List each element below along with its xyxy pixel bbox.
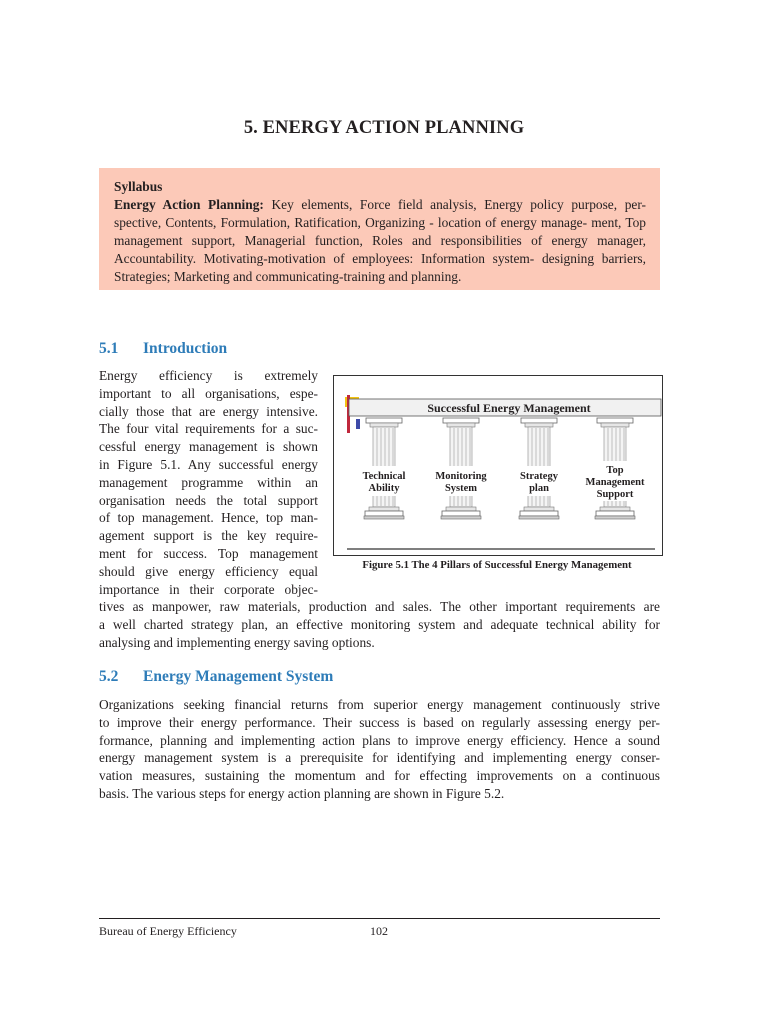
pillars-diagram bbox=[333, 375, 663, 575]
pillar-label: System bbox=[444, 483, 478, 494]
syllabus-line: Key elements, Force field analysis, Energy policy purpose, per- bbox=[263, 197, 646, 212]
syllabus-lead: Energy Action Planning: bbox=[114, 197, 264, 212]
page-title: 5. ENERGY ACTION PLANNING bbox=[243, 118, 525, 138]
text-line: Energy efficiency is extremely bbox=[99, 368, 318, 383]
section-title: Introduction bbox=[143, 340, 228, 357]
text-line: organisation needs the total support bbox=[99, 492, 318, 508]
text-line: importance in their corporate objec- bbox=[99, 581, 318, 597]
syllabus-box bbox=[99, 168, 660, 290]
pillar-label: Ability bbox=[368, 483, 400, 494]
text-line: agement support is the key require- bbox=[99, 528, 318, 544]
figure-pillars bbox=[333, 375, 663, 575]
introduction-paragraph-wide bbox=[99, 598, 660, 651]
text-line: a well charted strategy plan, an effective monitoring system and adequate technical ability for bbox=[99, 617, 660, 633]
blue-accent-icon bbox=[356, 419, 360, 429]
page-number: 102 bbox=[370, 924, 388, 938]
figure-caption: Figure 5.1 The 4 Pillars of Successful Energy Management bbox=[362, 559, 632, 571]
text-line: vation measures, sustaining the momentum and for effecting improvements on a continuous bbox=[99, 768, 660, 784]
introduction-paragraph-narrow bbox=[99, 367, 318, 598]
syllabus-heading: Syllabus bbox=[114, 179, 163, 194]
pillar-label: Support bbox=[596, 489, 634, 500]
pillar-label: Monitoring bbox=[435, 471, 487, 482]
syllabus-line: designing barriers, Strategies; Marketing and communicating-training and planning. bbox=[114, 251, 646, 284]
ems-paragraph bbox=[99, 696, 660, 803]
syllabus-line: ment, Top management support, Managerial function, Roles and responsibilities of energy bbox=[114, 215, 646, 248]
text-line: of top management. Hence, top man- bbox=[99, 510, 318, 526]
footer-organization: Bureau of Energy Efficiency bbox=[99, 924, 237, 938]
section-heading-introduction bbox=[99, 340, 227, 358]
energy-management-system-text bbox=[99, 696, 660, 803]
text-line: in Figure 5.1. Any successful energy bbox=[99, 456, 318, 472]
banner-label: Successful Energy Management bbox=[427, 401, 591, 415]
text-line: to improve their energy performance. Their success is based on regularly assessing energy per- bbox=[99, 714, 660, 730]
pillar-label: Top bbox=[606, 465, 624, 476]
pillar-label: plan bbox=[529, 483, 549, 494]
text-line: formance, planning and implementing action plans to improve energy efficiency. Hence a sound bbox=[99, 732, 660, 748]
text-line: management programme within an bbox=[99, 474, 318, 490]
pillar-label: Strategy bbox=[520, 471, 558, 482]
text-line: tives as manpower, raw materials, production and sales. The other important requirements are bbox=[99, 599, 660, 615]
footer-divider bbox=[99, 918, 660, 919]
text-line: cessful energy management is shown bbox=[99, 439, 318, 455]
section-number: 5.1 bbox=[99, 340, 119, 357]
pillar-label: Technical bbox=[362, 471, 406, 482]
section-number: 5.2 bbox=[99, 668, 119, 685]
section-title: Energy Management System bbox=[143, 668, 334, 685]
text-line: energy management system is a prerequisite for identifying and implementing energy conser- bbox=[99, 750, 660, 766]
text-line: basis. The various steps for energy action planning are shown in Figure 5.2. bbox=[99, 785, 505, 801]
syllabus-line: spective, Contents, Formulation, Ratification, Organizing - location of energy manage- bbox=[114, 215, 588, 230]
text-line: cially those that are energy intensive. bbox=[99, 403, 318, 419]
text-line: should give energy efficiency equal bbox=[99, 563, 318, 579]
text-line: The four vital requirements for a suc- bbox=[99, 421, 318, 437]
text-line: important to all organisations, espe- bbox=[99, 385, 318, 401]
text-line: Organizations seeking financial returns from superior energy management continuously strive bbox=[99, 697, 660, 712]
pillar-label: Management bbox=[585, 477, 645, 488]
section-heading-energy-management-system bbox=[99, 668, 333, 686]
text-line: ment for success. Top management bbox=[99, 545, 318, 561]
text-line: analysing and implementing energy saving options. bbox=[99, 634, 375, 650]
syllabus-line: manager, Accountability. Motivating-motivation of employees: Information system- bbox=[114, 233, 646, 266]
